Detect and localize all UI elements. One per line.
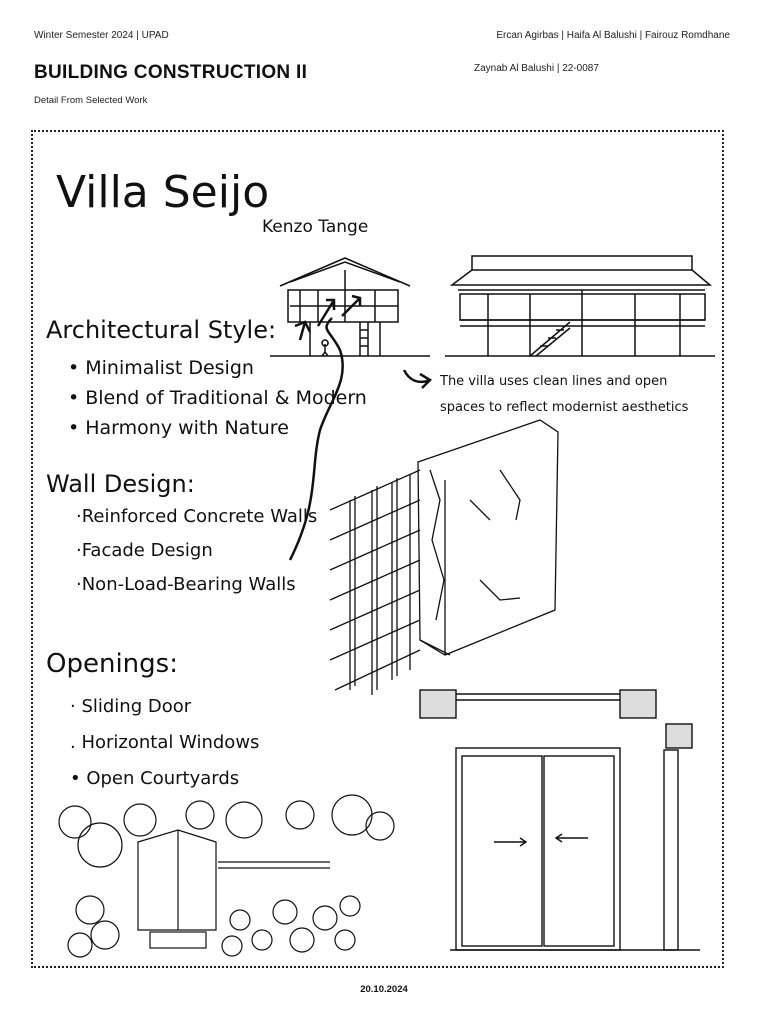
style-item: • Harmony with Nature	[68, 417, 289, 439]
student-line: Zaynab Al Balushi | 22-0087	[474, 63, 599, 74]
architectural-style-heading: Architectural Style:	[46, 316, 277, 344]
style-item: • Blend of Traditional & Modern	[68, 387, 367, 409]
project-title: Villa Seijo	[56, 167, 270, 218]
wall-item: ·Facade Design	[76, 540, 213, 561]
note-line-1: The villa uses clean lines and open	[440, 374, 668, 389]
authors-line: Ercan Agirbas | Haifa Al Balushi | Fairouz Romdhane	[496, 30, 730, 41]
page-title: BUILDING CONSTRUCTION II	[34, 62, 308, 83]
footer-date: 20.10.2024	[360, 984, 408, 995]
openings-heading: Openings:	[46, 649, 178, 679]
note-line-2: spaces to reflect modernist aesthetics	[440, 400, 689, 415]
opening-item: · Sliding Door	[70, 696, 192, 717]
wall-design-heading: Wall Design:	[46, 470, 195, 498]
opening-item: • Open Courtyards	[70, 768, 240, 789]
courtyard-site-plan-sketch	[59, 795, 394, 957]
architect-name: Kenzo Tange	[262, 217, 369, 237]
opening-item: . Horizontal Windows	[70, 732, 260, 753]
sliding-door-detail-sketch	[420, 690, 700, 950]
villa-elevation-sketch	[445, 256, 715, 356]
course-line: Winter Semester 2024 | UPAD	[34, 30, 169, 41]
style-item: • Minimalist Design	[68, 357, 254, 379]
page-subtitle: Detail From Selected Work	[34, 95, 148, 106]
wall-item: ·Reinforced Concrete Walls	[76, 506, 318, 527]
wall-item: ·Non-Load-Bearing Walls	[76, 574, 296, 595]
concrete-wall-detail-sketch	[330, 420, 558, 695]
